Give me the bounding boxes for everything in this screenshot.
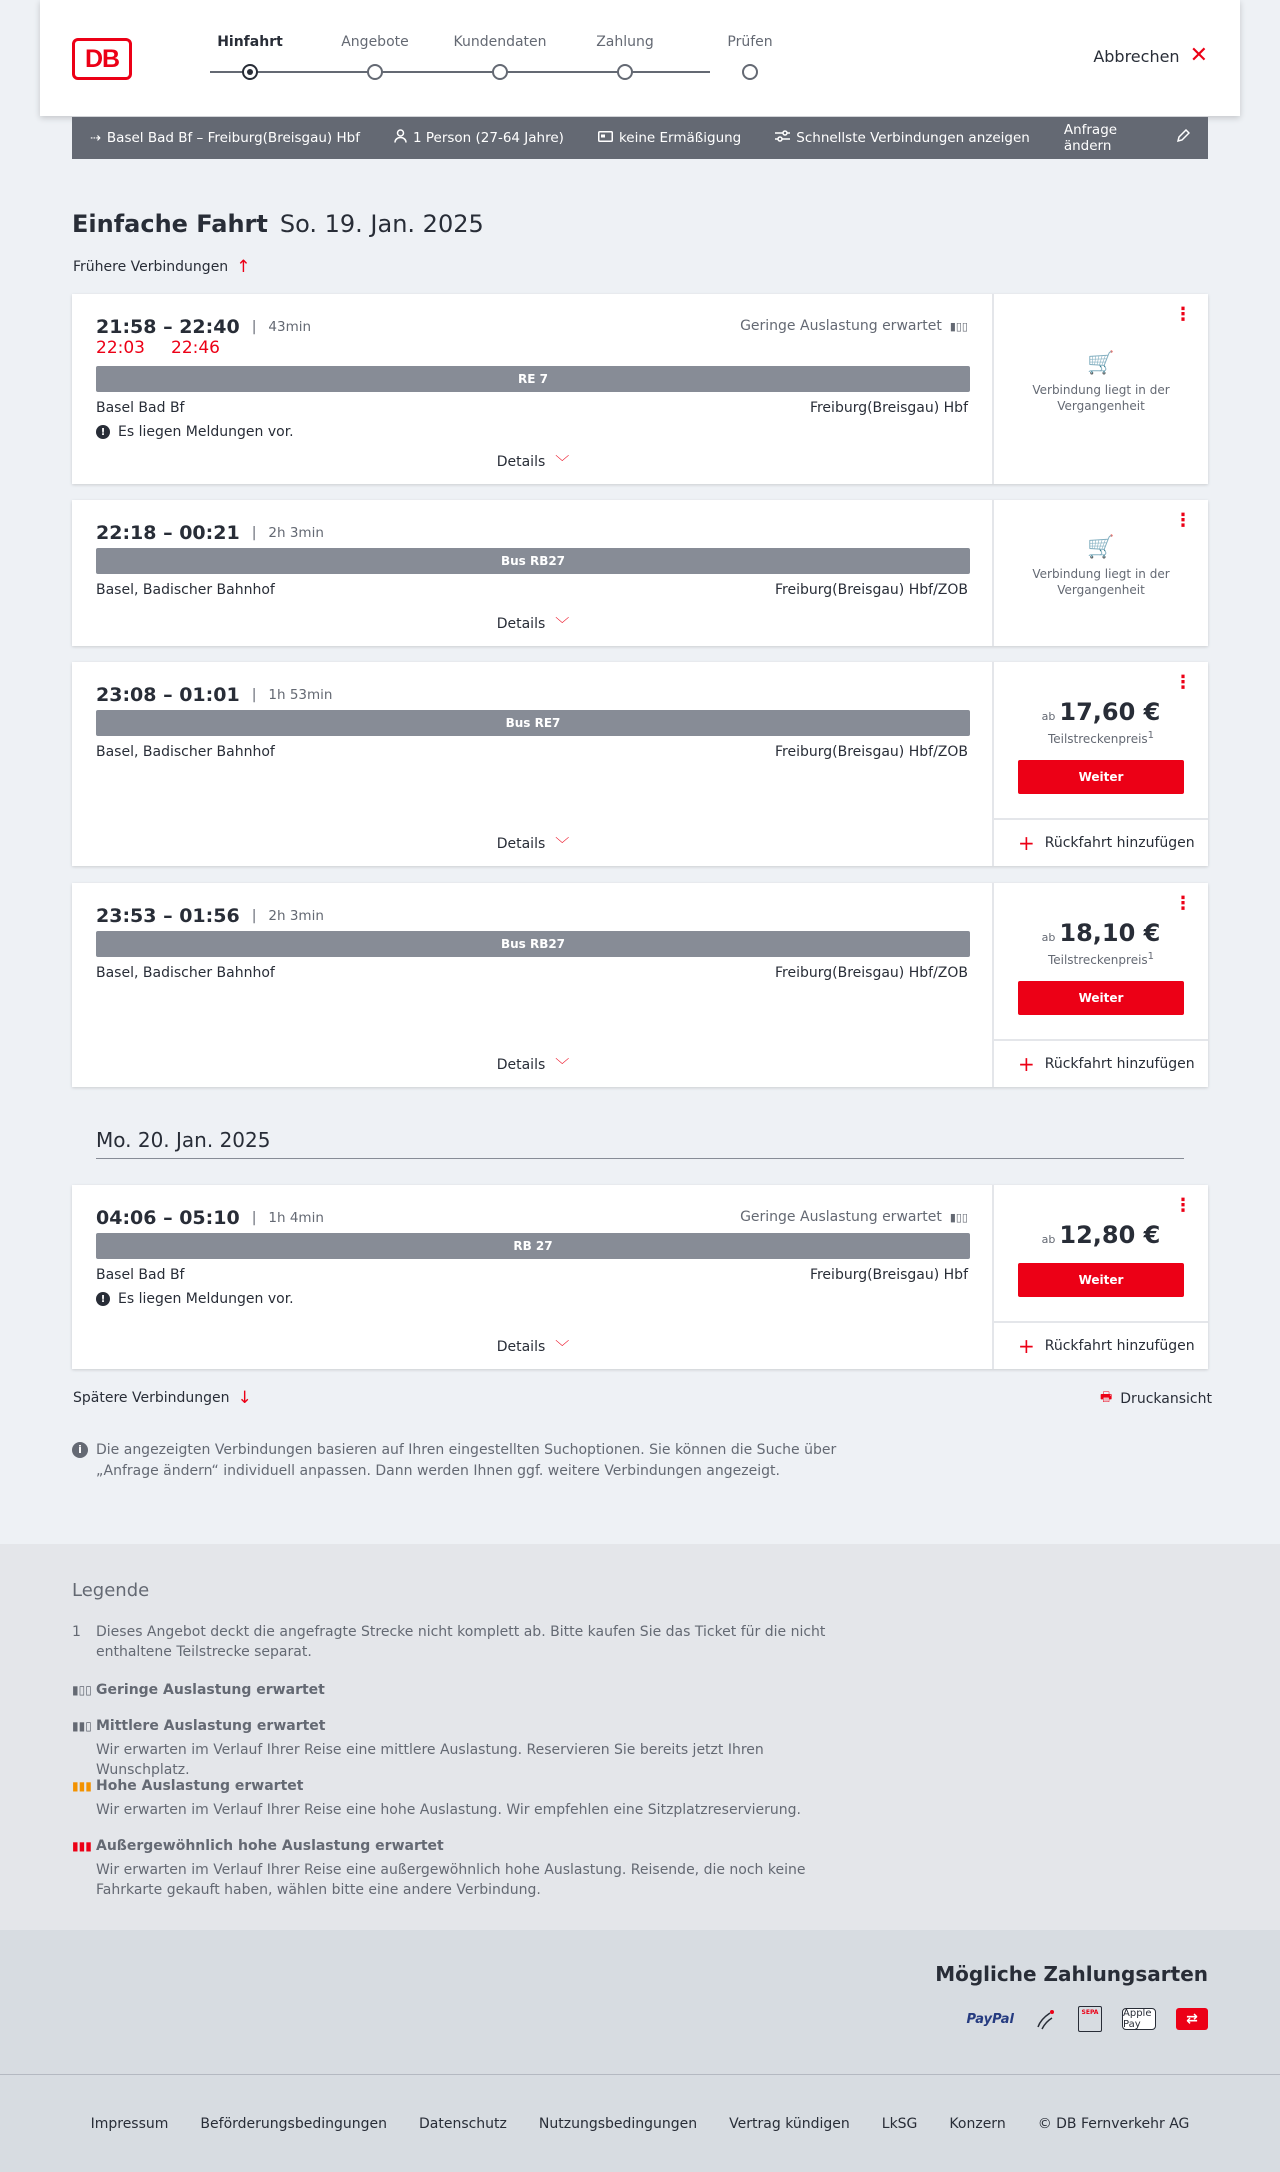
legend-item-text: Wir erwarten im Verlauf Ihrer Reise eine außergewöhnlich hohe Auslastung. Reisende, die noch keine Fahrkarte gekauft haben, wählen bitte eine andere Verbindung. [96, 1862, 806, 1898]
offer-panel [994, 1185, 1208, 1369]
details-label: Details [496, 616, 546, 632]
price-amount: 17,60 € [1059, 698, 1161, 726]
plus-icon: + [1018, 1334, 1035, 1358]
page-title [72, 210, 484, 238]
legend-item-title: Außergewöhnlich hohe Auslastung erwartet [96, 1838, 444, 1854]
route-text: Basel Bad Bf – Freiburg(Breisgau) Hbf [106, 130, 360, 146]
more-options-icon[interactable]: ⋮ [1174, 893, 1192, 914]
occupancy-text: Geringe Auslastung erwartet [740, 1209, 942, 1225]
times-text: 23:08 – 01:01 [96, 684, 240, 706]
occupancy-low-icon: ▮▯▯ [72, 1683, 92, 1697]
price-amount: 18,10 € [1059, 919, 1161, 947]
step-zahlung [565, 34, 685, 80]
footer-link-konzern[interactable]: Konzern [949, 2115, 1006, 2132]
occupancy-high-icon: ▮▮▮ [72, 1779, 92, 1793]
connection-card [72, 294, 1208, 484]
edit-request-label: Anfrage ändern [1063, 122, 1118, 154]
footer-link-terms[interactable]: Nutzungsbedingungen [538, 2115, 698, 2132]
arrow-right-icon: ⇢ [90, 130, 101, 146]
details-toggle[interactable] [72, 614, 994, 634]
past-text: Verbindung liegt in der Vergangenheit [1032, 567, 1170, 597]
connection-info [72, 500, 994, 646]
trip-type: Einfache Fahrt [72, 210, 268, 238]
duration: 2h 3min [268, 908, 324, 924]
times-text: 21:58 – 22:40 [96, 316, 240, 338]
legend-item-text: Wir erwarten im Verlauf Ihrer Reise eine hohe Auslastung. Wir empfehlen eine Sitzplatzreservierung. [96, 1802, 801, 1818]
train-bar[interactable]: Bus RE7 [96, 710, 970, 736]
legend-item-title: Hohe Auslastung erwartet [96, 1778, 304, 1794]
past-text: Verbindung liegt in der Vergangenheit [1032, 383, 1170, 413]
duration: 2h 3min [268, 525, 324, 541]
add-return-button[interactable] [994, 1321, 1208, 1369]
fastest-text: Schnellste Verbindungen anzeigen [796, 130, 1030, 146]
connection-info [72, 662, 994, 866]
departure-station: Basel Bad Bf [96, 1267, 185, 1283]
edit-request-button[interactable] [1064, 122, 1190, 154]
plus-icon: + [1018, 1052, 1035, 1076]
date-divider: Mo. 20. Jan. 2025 [96, 1128, 1184, 1159]
legend-item-title: Geringe Auslastung erwartet [96, 1682, 325, 1698]
apple-pay-icon: Apple Pay [1122, 2008, 1156, 2030]
price [994, 919, 1208, 947]
legend-title: Legende [72, 1580, 150, 1601]
pencil-icon [1176, 129, 1190, 147]
details-label: Details [496, 1057, 546, 1073]
legend-item-very-high [72, 1836, 852, 1900]
passenger-summary [394, 129, 564, 147]
connection-info [72, 294, 994, 484]
message-notice [96, 424, 294, 440]
sliders-icon [775, 130, 790, 146]
later-label: Spätere Verbindungen [73, 1390, 230, 1406]
search-summary-bar [72, 117, 1208, 159]
price-prefix: ab [1041, 1233, 1056, 1246]
add-return-label: Rückfahrt hinzufügen [1044, 835, 1195, 851]
legend-item-medium [72, 1716, 852, 1780]
footer-link-privacy[interactable]: Datenschutz [418, 2115, 507, 2132]
message-text: Es liegen Meldungen vor. [118, 424, 294, 440]
price-prefix: ab [1041, 931, 1056, 944]
cancel-label: Abbrechen [1093, 46, 1180, 66]
partial-price-note [994, 730, 1208, 746]
db-bonus-icon: ⇄ [1176, 2008, 1208, 2030]
offer-panel [994, 662, 1208, 866]
connection-info [72, 883, 994, 1087]
footer-link-cancel-contract[interactable]: Vertrag kündigen [729, 2115, 850, 2132]
separator: | [251, 687, 257, 703]
cart-unavailable-icon: 🛒 [1087, 351, 1115, 376]
train-bar[interactable]: Bus RB27 [96, 548, 970, 574]
connection-times [96, 1207, 324, 1229]
alert-icon: ! [96, 1292, 110, 1306]
price-prefix: ab [1041, 710, 1056, 723]
arrival-station: Freiburg(Breisgau) Hbf/ZOB [775, 744, 968, 760]
cart-unavailable-icon: 🛒 [1087, 535, 1115, 560]
occupancy-low-icon: ▮▯▯ [949, 319, 968, 333]
duration: 1h 4min [268, 1210, 324, 1226]
occupancy-text: Geringe Auslastung erwartet [740, 318, 942, 334]
separator: | [251, 319, 257, 335]
legend-section [0, 1544, 1280, 1930]
arrival-station: Freiburg(Breisgau) Hbf/ZOB [775, 582, 968, 598]
step-label: Hinfahrt [217, 34, 283, 50]
footnote-number: 1 [72, 1624, 81, 1640]
step-circle [617, 64, 633, 80]
discount-summary [598, 130, 741, 146]
step-circle-active [242, 64, 258, 80]
continue-button[interactable]: Weiter [1018, 1263, 1184, 1297]
earlier-connections-link[interactable] [73, 257, 250, 277]
print-label: Druckansicht [1120, 1391, 1212, 1407]
fastest-connections-toggle[interactable] [775, 130, 1030, 146]
print-view-link[interactable] [1100, 1388, 1212, 1410]
plus-icon: + [1018, 831, 1035, 855]
connection-times [96, 316, 311, 338]
connection-times [96, 522, 324, 544]
passenger-text: 1 Person (27-64 Jahre) [412, 130, 564, 146]
separator: | [251, 908, 257, 924]
alert-icon: ! [96, 425, 110, 439]
info-text: Die angezeigten Verbindungen basieren auf Ihren eingestellten Suchoptionen. Sie können die Suche über „Anfrage ändern“ individuell anpassen. Dann werden Ihnen ggf. weitere Verbindungen angezeigt. [96, 1442, 837, 1479]
departure-station: Basel Bad Bf [96, 400, 185, 416]
realtime-times [96, 338, 246, 358]
arrival-station: Freiburg(Breisgau) Hbf [809, 400, 968, 416]
step-circle [367, 64, 383, 80]
price-note: Teilstreckenpreis [1047, 732, 1148, 746]
arrow-up-icon: ↑ [236, 257, 251, 277]
departure-station: Basel, Badischer Bahnhof [96, 965, 275, 981]
info-icon: i [72, 1442, 88, 1458]
step-circle [742, 64, 758, 80]
continue-button[interactable]: Weiter [1018, 760, 1184, 794]
past-connection-notice [994, 351, 1208, 414]
occupancy-low-icon: ▮▯▯ [949, 1210, 968, 1224]
chevron-down-icon: ﹀ [555, 1058, 570, 1074]
separator: | [251, 525, 257, 541]
duration: 1h 53min [268, 687, 333, 703]
separator: | [251, 1210, 257, 1226]
step-label: Kundendaten [453, 34, 547, 50]
step-kundendaten [440, 34, 560, 80]
connection-card [72, 1185, 1208, 1369]
add-return-button[interactable] [994, 1039, 1208, 1087]
legend-item-low [72, 1680, 852, 1700]
add-return-button[interactable] [994, 818, 1208, 866]
arrow-down-icon: ↓ [237, 1388, 252, 1408]
route-summary [90, 130, 360, 146]
times-text: 22:18 – 00:21 [96, 522, 240, 544]
offer-panel [994, 294, 1208, 484]
discount-text: keine Ermäßigung [618, 130, 742, 146]
times-text: 23:53 – 01:56 [96, 905, 240, 927]
message-text: Es liegen Meldungen vor. [118, 1291, 294, 1307]
person-icon [394, 129, 407, 147]
price-amount: 12,80 € [1059, 1221, 1161, 1249]
offer-panel [994, 883, 1208, 1087]
times-text: 04:06 – 05:10 [96, 1207, 240, 1229]
details-label: Details [496, 1339, 546, 1355]
details-toggle[interactable] [72, 834, 994, 854]
details-toggle[interactable] [72, 1337, 994, 1357]
db-logo[interactable]: DB [72, 38, 132, 80]
departure-station: Basel, Badischer Bahnhof [96, 582, 275, 598]
connection-card [72, 500, 1208, 646]
step-angebote [315, 34, 435, 80]
arrival-station: Freiburg(Breisgau) Hbf/ZOB [775, 965, 968, 981]
connection-times [96, 905, 324, 927]
footer-link-impressum[interactable]: Impressum [90, 2115, 169, 2132]
realtime-arrival: 22:46 [171, 338, 220, 358]
step-label: Zahlung [596, 34, 654, 50]
payment-methods-section [0, 1930, 1280, 2074]
legend-footnote [72, 1622, 852, 1662]
more-options-icon[interactable]: ⋮ [1174, 510, 1192, 531]
legend-item-title: Mittlere Auslastung erwartet [96, 1718, 326, 1734]
price [994, 1221, 1208, 1249]
info-notice [72, 1440, 842, 1482]
chevron-down-icon: ﹀ [555, 617, 570, 633]
payment-title: Mögliche Zahlungsarten [935, 1962, 1208, 1986]
legend-item-text: Wir erwarten im Verlauf Ihrer Reise eine mittlere Auslastung. Reservieren Sie bereits jetzt Ihren Wunschplatz. [96, 1742, 764, 1778]
step-label: Prüfen [727, 34, 773, 50]
departure-station: Basel, Badischer Bahnhof [96, 744, 275, 760]
details-toggle[interactable] [72, 452, 994, 472]
more-options-icon[interactable]: ⋮ [1174, 672, 1192, 693]
occupancy-indicator [740, 1209, 968, 1225]
connection-times [96, 684, 332, 706]
footer-link-lksg[interactable]: LkSG [881, 2115, 918, 2132]
travel-date: So. 19. Jan. 2025 [279, 210, 484, 238]
train-bar[interactable]: RB 27 [96, 1233, 970, 1259]
message-notice [96, 1291, 294, 1307]
duration: 43min [268, 319, 312, 335]
details-label: Details [496, 454, 546, 470]
add-return-label: Rückfahrt hinzufügen [1044, 1056, 1195, 1072]
connection-card [72, 662, 1208, 866]
realtime-departure: 22:03 [96, 338, 145, 358]
credit-card-icon [1034, 2006, 1058, 2032]
close-icon: ✕ [1189, 43, 1208, 68]
step-circle [492, 64, 508, 80]
arrival-station: Freiburg(Breisgau) Hbf [809, 1267, 968, 1283]
chevron-down-icon: ﹀ [555, 455, 570, 471]
later-connections-link[interactable] [73, 1388, 252, 1408]
connection-card [72, 883, 1208, 1087]
printer-icon: 🖶 [1100, 1390, 1113, 1405]
paypal-icon: PayPal [966, 2011, 1014, 2027]
details-toggle[interactable] [72, 1055, 994, 1075]
step-label: Angebote [341, 34, 409, 50]
footer-link-conditions[interactable]: Beförderungsbedingungen [200, 2115, 387, 2132]
more-options-icon[interactable]: ⋮ [1174, 304, 1192, 325]
train-bar[interactable]: RE 7 [96, 366, 970, 392]
occupancy-very-high-icon: ▮▮▮ [72, 1839, 92, 1853]
footer-copyright: © DB Fernverkehr AG [1037, 2115, 1190, 2132]
past-connection-notice [994, 535, 1208, 598]
offer-panel [994, 500, 1208, 646]
chevron-down-icon: ﹀ [555, 1340, 570, 1356]
step-hinfahrt [190, 34, 310, 80]
price [994, 698, 1208, 726]
footer [0, 2074, 1280, 2172]
occupancy-medium-icon: ▮▮▯ [72, 1719, 92, 1733]
connection-info [72, 1185, 994, 1369]
partial-price-note [994, 951, 1208, 967]
chevron-down-icon: ﹀ [555, 837, 570, 853]
footnote-ref: 1 [1147, 951, 1155, 962]
occupancy-indicator [740, 318, 968, 334]
sepa-icon: SEPA [1078, 2006, 1102, 2032]
continue-button[interactable]: Weiter [1018, 981, 1184, 1015]
card-icon [598, 131, 613, 146]
legend-item-high [72, 1776, 852, 1820]
footnote-text: Dieses Angebot deckt die angefragte Strecke nicht komplett ab. Bitte kaufen Sie das Ticket für die nicht enthaltene Teilstrecke separat. [96, 1624, 826, 1660]
train-bar[interactable]: Bus RB27 [96, 931, 970, 957]
earlier-label: Frühere Verbindungen [73, 259, 229, 275]
details-label: Details [496, 836, 546, 852]
payment-logos [967, 2006, 1208, 2032]
header [40, 0, 1240, 116]
price-note: Teilstreckenpreis [1047, 953, 1148, 967]
add-return-label: Rückfahrt hinzufügen [1044, 1338, 1195, 1354]
more-options-icon[interactable]: ⋮ [1174, 1195, 1192, 1216]
cancel-button[interactable] [1093, 43, 1208, 68]
step-pruefen [690, 34, 810, 80]
footnote-ref: 1 [1147, 730, 1155, 741]
